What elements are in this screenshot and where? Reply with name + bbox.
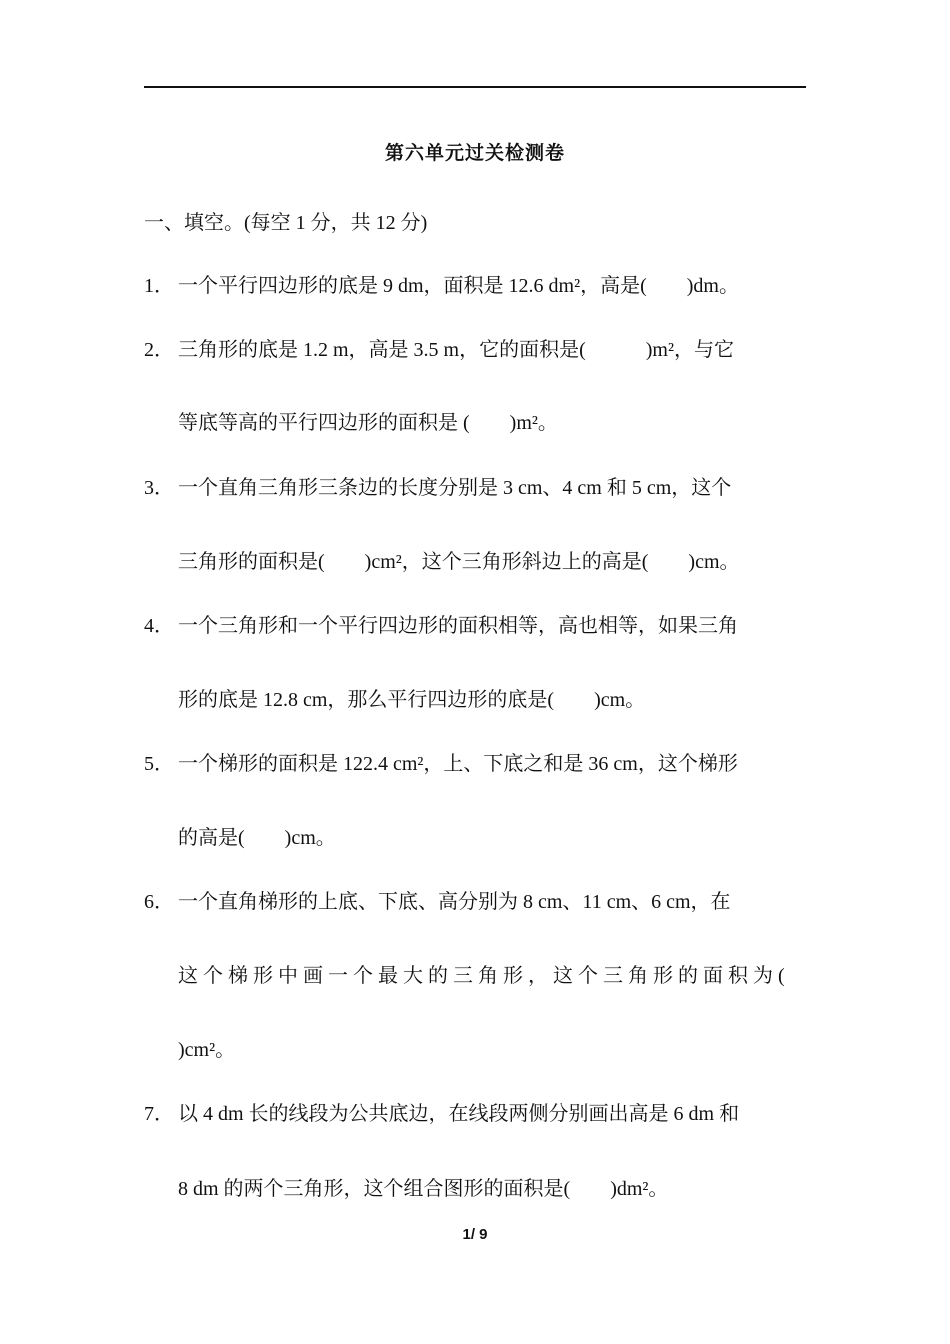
question-text: 一个直角三角形三条边的长度分别是 3 cm、4 cm 和 5 cm，这个	[178, 477, 732, 499]
question-text: 一个三角形和一个平行四边形的面积相等，高也相等，如果三角	[178, 615, 738, 637]
question-number: 7．	[144, 1103, 174, 1125]
question-6	[144, 889, 731, 915]
header-rule	[144, 86, 806, 88]
question-number: 3．	[144, 477, 174, 499]
question-4	[144, 613, 738, 639]
question-5	[144, 751, 738, 777]
question-number: 6．	[144, 891, 174, 913]
question-7-continuation: 8 dm 的两个三角形，这个组合图形的面积是( )dm²。	[178, 1178, 669, 1200]
page-title: 第六单元过关检测卷	[384, 142, 565, 164]
question-number: 1．	[144, 275, 174, 297]
page-number: 1/ 9	[462, 1226, 488, 1243]
question-text: 一个梯形的面积是 122.4 cm²，上、下底之和是 36 cm，这个梯形	[178, 753, 738, 775]
question-6-continuation: )cm²。	[178, 1039, 236, 1061]
question-text: 一个平行四边形的底是 9 dm，面积是 12.6 dm²，高是( )dm。	[178, 275, 739, 297]
question-6-continuation: 这 个 梯 形 中 画 一 个 最 大 的 三 角 形 ， 这 个 三 角 形 的 面 积 为 (	[178, 965, 785, 987]
question-1	[144, 273, 739, 299]
question-3-continuation: 三角形的面积是( )cm²，这个三角形斜边上的高是( )cm。	[178, 551, 740, 573]
question-5-continuation: 的高是( )cm。	[178, 827, 336, 849]
question-4-continuation: 形的底是 12.8 cm，那么平行四边形的底是( )cm。	[178, 689, 646, 711]
question-number: 2．	[144, 339, 174, 361]
section-heading: 一、填空。(每空 1 分，共 12 分)	[144, 212, 428, 234]
question-text: 三角形的底是 1.2 m，高是 3.5 m，它的面积是( )m²，与它	[178, 339, 734, 361]
question-number: 5．	[144, 753, 174, 775]
question-text: 以 4 dm 长的线段为公共底边，在线段两侧分别画出高是 6 dm 和	[178, 1103, 740, 1125]
question-number: 4．	[144, 615, 174, 637]
question-text: 一个直角梯形的上底、下底、高分别为 8 cm、11 cm、6 cm，在	[178, 891, 731, 913]
question-3	[144, 475, 731, 501]
question-2	[144, 337, 734, 363]
question-7	[144, 1101, 739, 1127]
question-2-continuation: 等底等高的平行四边形的面积是 ( )m²。	[178, 412, 558, 434]
